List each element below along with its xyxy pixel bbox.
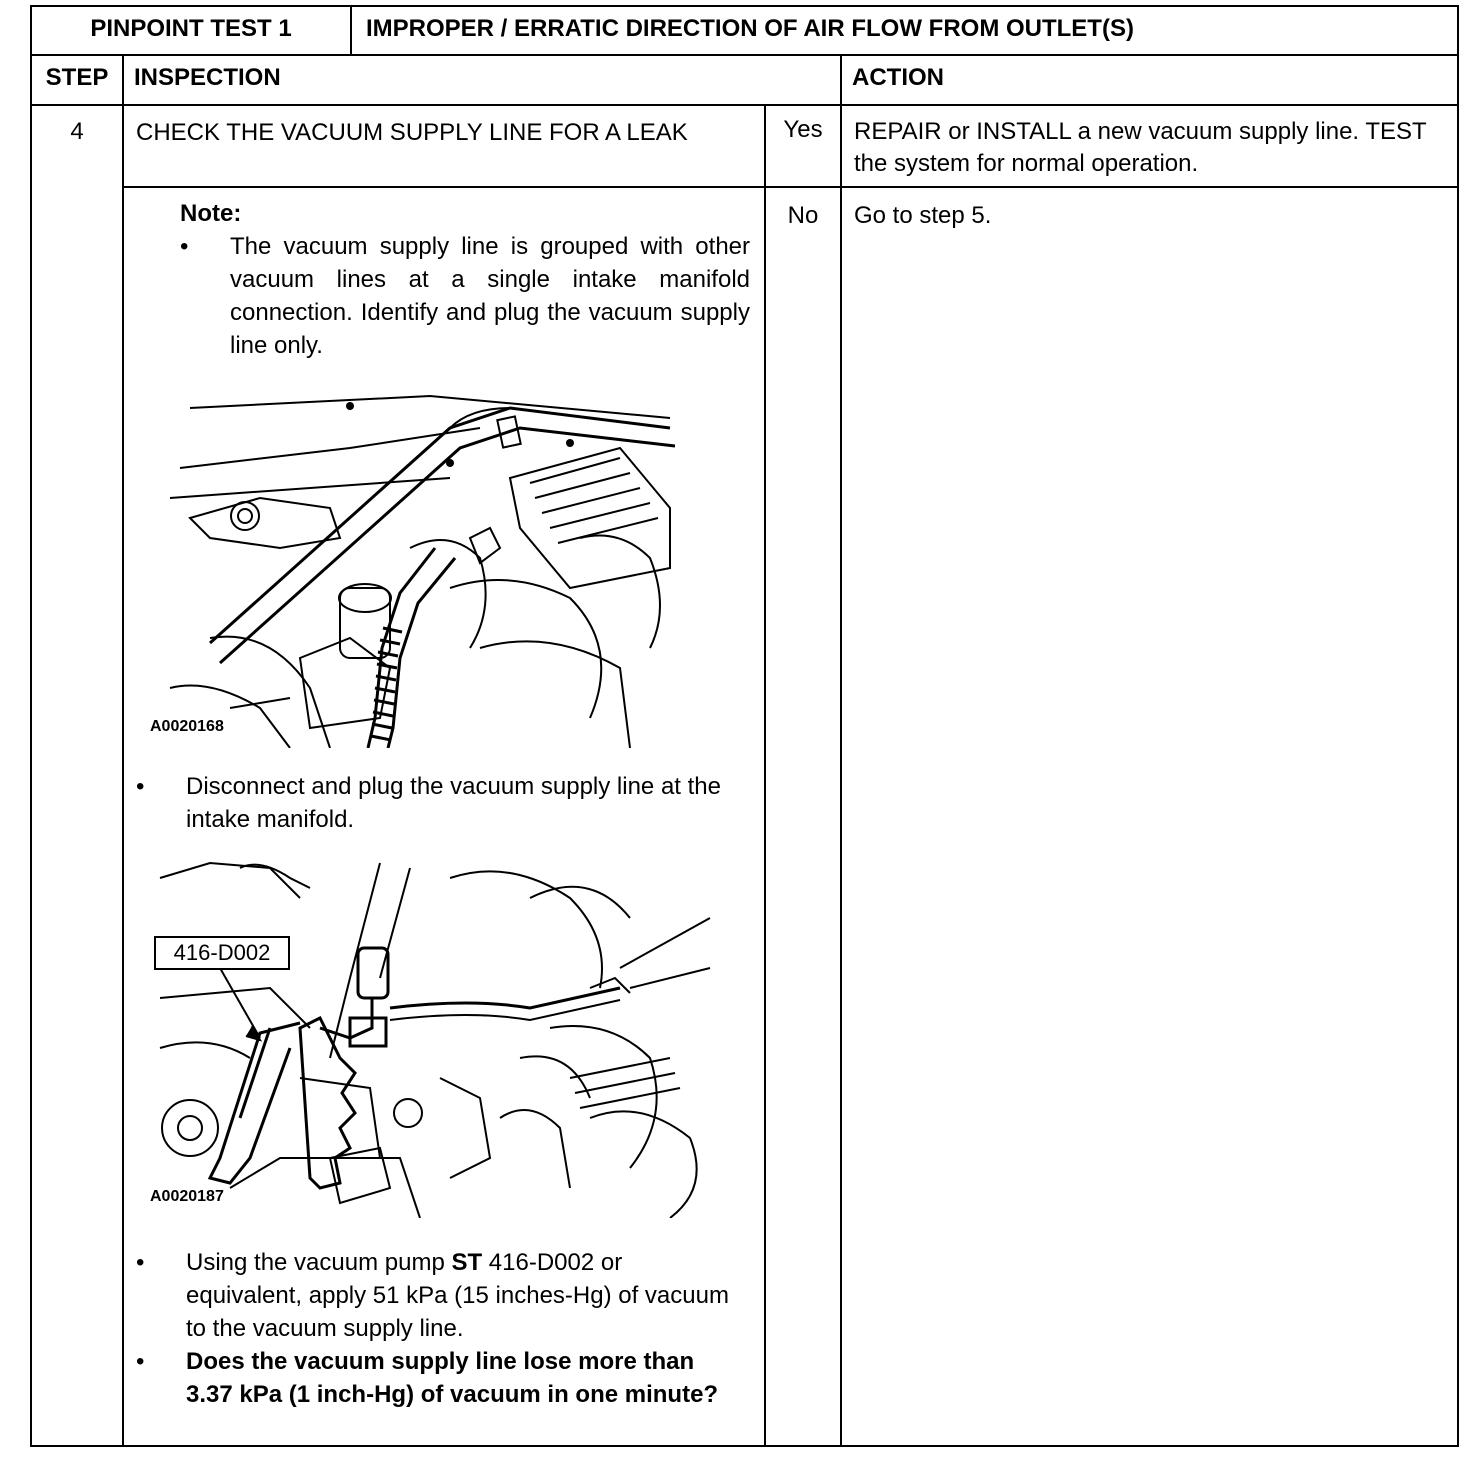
inspection-details [123,187,765,1446]
bullet-list-1 [136,770,764,836]
bullet-apply-vacuum [136,1246,764,1345]
step-number: 4 [31,105,123,1446]
figure2-id: A0020187 [150,1188,224,1205]
test-title: IMPROPER / ERRATIC DIRECTION OF AIR FLOW FROM OUTLET(S) [351,6,1458,55]
answer-yes: Yes [765,105,841,187]
action-yes: REPAIR or INSTALL a new vacuum supply line. TEST the system for normal operation. [841,105,1458,187]
figure-intake-manifold [150,388,710,748]
tool-callout-label: 416-D002 [154,936,290,970]
figure-vacuum-pump [150,858,720,1218]
test-label: PINPOINT TEST 1 [31,6,351,55]
question-text: Does the vacuum supply line lose more than 3.37 kPa (1 inch-Hg) of vacuum in one minute? [186,1348,719,1408]
column-header-inspection: INSPECTION [123,55,841,105]
pinpoint-test-table [30,5,1459,1447]
column-header-step: STEP [31,55,123,105]
pinpoint-test-document [30,5,1457,1446]
step-heading: CHECK THE VACUUM SUPPLY LINE FOR A LEAK [123,105,765,187]
action-no: Go to step 5. [841,187,1458,1446]
bullet-dot: • [180,233,189,260]
apply-vacuum-text-end: 416-D002 or equivalent, apply 51 kPa (15 inches-Hg) of vacuum to the vacuum supply line. [186,1249,729,1342]
bullet-apply-vacuum-text [186,1246,764,1345]
figure1-id: A0020168 [150,718,224,735]
bullet-dot: • [136,1249,145,1276]
special-tool-abbrev: ST [451,1249,483,1276]
apply-vacuum-text-start: Using the vacuum pump [186,1249,452,1276]
bullet-list-2 [136,1246,764,1411]
column-header-action: ACTION [841,55,1458,105]
note-label: Note: [180,200,242,227]
bullet-disconnect [136,770,764,836]
engine-illustration-2 [150,858,720,1218]
answer-no: No [765,187,841,1446]
note-bullet [180,230,750,362]
engine-illustration-1 [150,388,710,748]
note-block [180,198,750,362]
note-text: The vacuum supply line is grouped with other vacuum lines at a single intake manifold connection. Identify and plug the vacuum supply line only. [230,233,750,359]
bullet-question [136,1345,764,1411]
bullet-dot: • [136,1348,145,1375]
bullet-disconnect-text: Disconnect and plug the vacuum supply line at the intake manifold. [186,773,721,833]
bullet-dot: • [136,773,145,800]
